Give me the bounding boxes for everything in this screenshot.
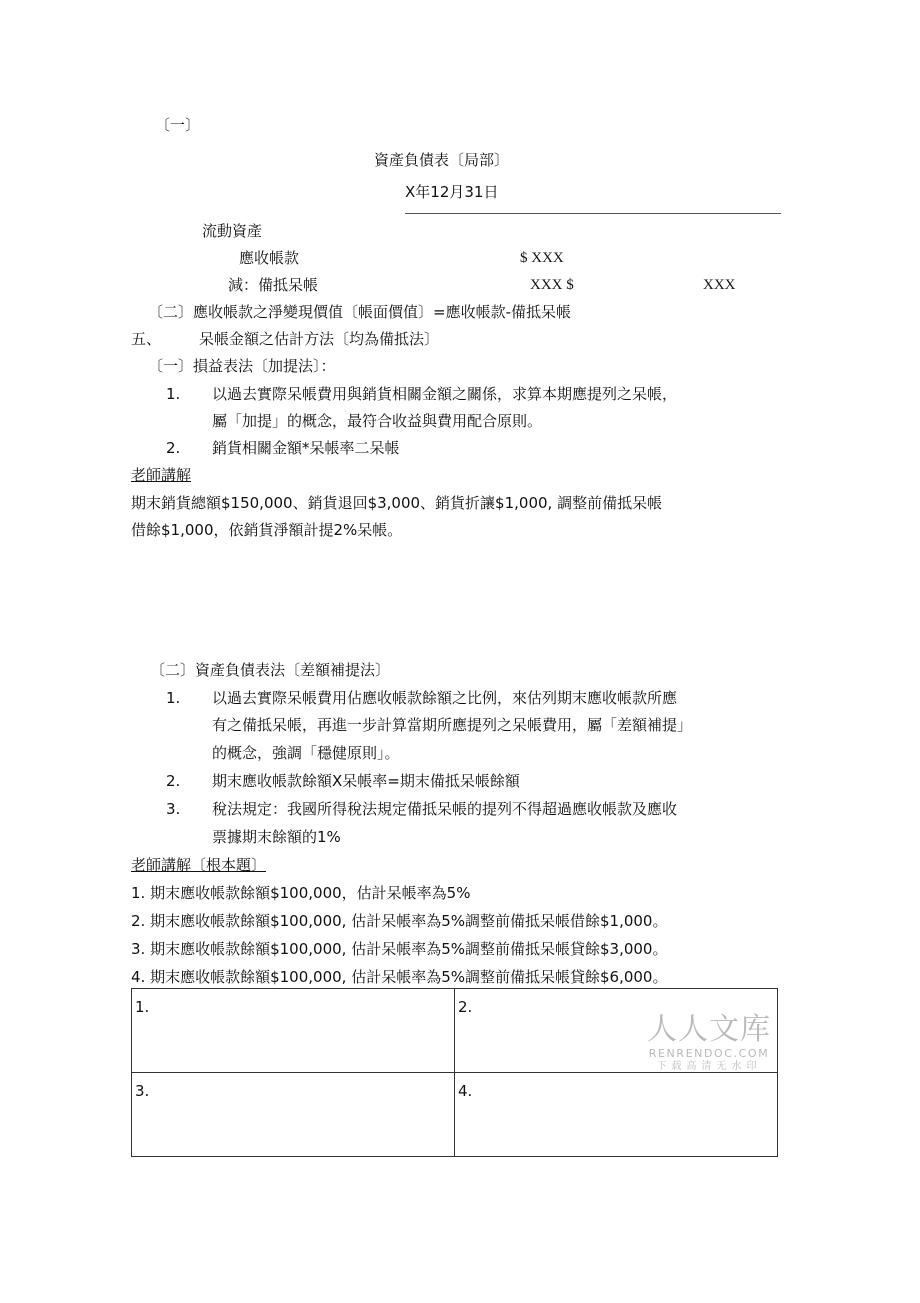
balance-sheet-date: X年12月31日 [405, 183, 499, 201]
list-number: 1. [166, 689, 181, 707]
part-5-title: 呆帳金額之估計方法〔均為備抵法〕 [199, 330, 440, 348]
teacher-note-label: 老師講解〔根本題〕 [131, 856, 267, 874]
list-number: 1. [166, 385, 181, 403]
teacher-note-label: 老師講解 [131, 466, 192, 484]
answer-cell: 3. [132, 1073, 455, 1157]
list-item-text: 以過去實際呆帳費用佔應收帳款餘額之比例，來估列期末應收帳款所應 [212, 689, 678, 707]
list-number: 3. [166, 800, 181, 818]
current-assets-label: 流動資產 [202, 222, 263, 240]
allowance-label: 減：備抵呆帳 [228, 276, 319, 294]
income-method-heading: 〔一〕損益表法〔加提法〕： [148, 357, 336, 375]
teacher-note-text: 期末銷貨總額$150,000、銷貨退回$3,000、銷貨折讓$1,000, 調整前備抵呆帳 [131, 494, 663, 512]
list-item-text: 票據期末餘額的1% [212, 828, 341, 846]
watermark-logo-text: 人人文库 [647, 1012, 771, 1047]
teacher-note-text: 借餘$1,000，依銷貨淨額計提2%呆帳。 [131, 521, 403, 539]
list-number: 2. [166, 772, 181, 790]
watermark-tagline: 下载高清无水印 [656, 1061, 762, 1072]
accounts-receivable-value: $ XXX [520, 250, 564, 266]
list-item-text: 有之備抵呆帳，再進一步計算當期所應提列之呆帳費用，屬「差額補提」 [212, 716, 693, 734]
section-1-heading: 〔一〕 [155, 116, 201, 134]
list-item-text: 屬「加提」的概念，最符合收益與費用配合原則。 [212, 412, 543, 430]
list-item-text: 期末應收帳款餘額X呆帳率=期末備抵呆帳餘額 [212, 772, 520, 790]
watermark-url: RENRENDOC.COM [648, 1047, 770, 1060]
part-5-number: 五、 [131, 330, 162, 348]
answer-cell: 2. [455, 989, 778, 1073]
balance-sheet-title: 資產負債表〔局部〕 [374, 151, 510, 169]
exercise-line: 1. 期末應收帳款餘額$100,000，估計呆帳率為5% [131, 884, 471, 902]
exercise-line: 3. 期末應收帳款餘額$100,000, 估計呆帳率為5%調整前備抵呆帳貸餘$3,000。 [131, 940, 668, 958]
title-divider [405, 213, 781, 214]
answer-cell: 4. [455, 1073, 778, 1157]
list-item-text: 稅法規定：我國所得稅法規定備抵呆帳的提列不得超過應收帳款及應收 [212, 800, 678, 818]
list-item-text: 以過去實際呆帳費用與銷貨相關金額之關係，求算本期應提列之呆帳， [212, 385, 678, 403]
exercise-line: 4. 期末應收帳款餘額$100,000, 估計呆帳率為5%調整前備抵呆帳貸餘$6,000。 [131, 968, 668, 986]
list-item-text: 銷貨相關金額*呆帳率二呆帳 [212, 439, 400, 457]
allowance-value: XXX $ [530, 277, 574, 293]
answer-cell: 1. [132, 989, 455, 1073]
accounts-receivable-label: 應收帳款 [239, 249, 300, 267]
exercise-line: 2. 期末應收帳款餘額$100,000, 估計呆帳率為5%調整前備抵呆帳借餘$1,000。 [131, 912, 668, 930]
watermark [645, 1013, 773, 1074]
list-item-text: 的概念，強調「穩健原則」。 [212, 744, 400, 762]
net-value: XXX [703, 277, 736, 293]
list-number: 2. [166, 439, 181, 457]
net-realizable-value-line: 〔二〕應收帳款之淨變現價值〔帳面價值〕=應收帳款-備抵呆帳 [148, 303, 571, 321]
balance-method-heading: 〔二〕資產負債表法〔差額補提法〕 [150, 661, 391, 679]
